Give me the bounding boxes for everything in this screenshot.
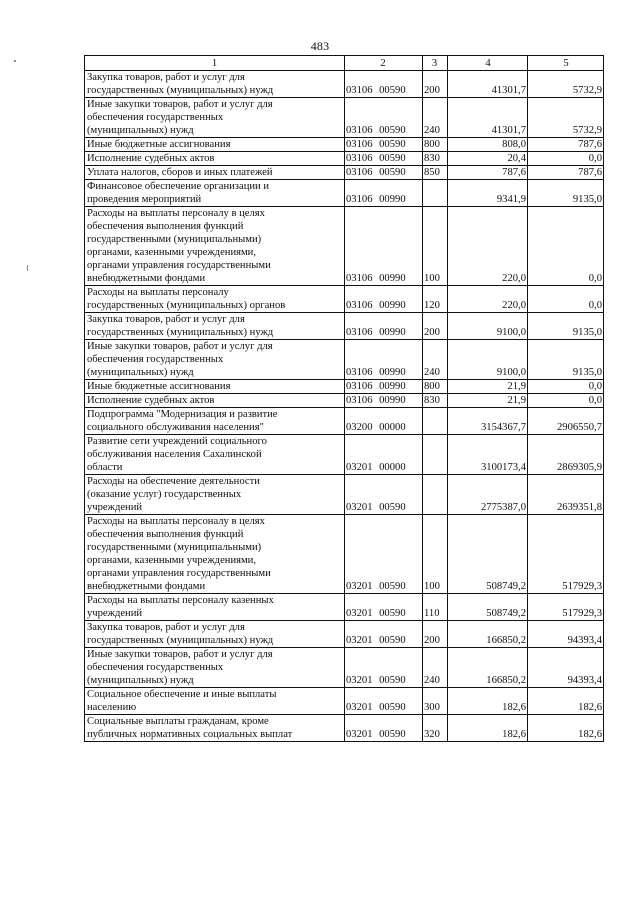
row-amount-col4-cell: 508749,2 — [448, 594, 528, 621]
row-amount-col4-cell: 220,0 — [448, 286, 528, 313]
row-amount-col5-cell: 0,0 — [528, 207, 604, 286]
row-expense-type-cell: 240 — [423, 340, 448, 380]
row-amount-col5-cell: 2906550,7 — [528, 408, 604, 435]
row-amount-col5-cell: 9135,0 — [528, 180, 604, 207]
row-expense-type-cell: 120 — [423, 286, 448, 313]
row-amount-col5-cell: 9135,0 — [528, 313, 604, 340]
row-name-cell: Социальные выплаты гражданам, кроме публичных нормативных социальных выплат — [85, 715, 345, 742]
row-name-cell: Иные закупки товаров, работ и услуг для обеспечения государственных (муниципальных) нужд — [85, 648, 345, 688]
row-amount-col5-cell: 9135,0 — [528, 340, 604, 380]
row-expense-type-cell: 200 — [423, 621, 448, 648]
row-amount-col4-cell: 808,0 — [448, 138, 528, 152]
row-amount-col4-cell: 9100,0 — [448, 313, 528, 340]
table-row — [85, 138, 604, 152]
row-amount-col5-cell: 0,0 — [528, 380, 604, 394]
row-amount-col4-cell: 220,0 — [448, 207, 528, 286]
row-name-cell: Иные закупки товаров, работ и услуг для обеспечения государственных (муниципальных) нужд — [85, 98, 345, 138]
row-amount-col4-cell: 9100,0 — [448, 340, 528, 380]
row-amount-col4-cell: 166850,2 — [448, 648, 528, 688]
table-row — [85, 71, 604, 98]
table-header-row — [85, 56, 604, 71]
row-code-cell: 03201 00590 — [345, 715, 423, 742]
row-expense-type-cell: 800 — [423, 138, 448, 152]
row-amount-col5-cell: 517929,3 — [528, 594, 604, 621]
row-name-cell: Закупка товаров, работ и услуг для государственных (муниципальных) нужд — [85, 621, 345, 648]
row-code-cell: 03201 00590 — [345, 621, 423, 648]
row-name-cell: Социальное обеспечение и иные выплаты населению — [85, 688, 345, 715]
row-code-cell: 03106 00590 — [345, 166, 423, 180]
scan-speck — [14, 60, 16, 62]
table-row — [85, 688, 604, 715]
row-expense-type-cell: 110 — [423, 594, 448, 621]
row-code-cell: 03201 00590 — [345, 515, 423, 594]
row-amount-col4-cell: 787,6 — [448, 166, 528, 180]
row-code-cell: 03106 00990 — [345, 313, 423, 340]
row-amount-col5-cell: 5732,9 — [528, 71, 604, 98]
row-amount-col4-cell: 2775387,0 — [448, 475, 528, 515]
table-row — [85, 207, 604, 286]
table-row — [85, 286, 604, 313]
row-name-cell: Закупка товаров, работ и услуг для государственных (муниципальных) нужд — [85, 71, 345, 98]
row-expense-type-cell — [423, 435, 448, 475]
row-amount-col5-cell: 94393,4 — [528, 621, 604, 648]
column-header-1: 1 — [85, 56, 345, 71]
table-row — [85, 313, 604, 340]
row-code-cell: 03106 00990 — [345, 207, 423, 286]
row-name-cell: Расходы на выплаты персоналу в целях обеспечения выполнения функций государственными (муниципальными) органами, казенными учреждениями, органами управления государственными внебюджетными фондами — [85, 207, 345, 286]
column-header-4: 4 — [448, 56, 528, 71]
column-header-2: 2 — [345, 56, 423, 71]
table-row — [85, 475, 604, 515]
row-amount-col5-cell: 2869305,9 — [528, 435, 604, 475]
row-name-cell: Исполнение судебных актов — [85, 394, 345, 408]
row-expense-type-cell — [423, 180, 448, 207]
row-expense-type-cell — [423, 475, 448, 515]
row-code-cell: 03201 00590 — [345, 648, 423, 688]
table-row — [85, 594, 604, 621]
row-code-cell: 03106 00590 — [345, 98, 423, 138]
row-code-cell: 03106 00990 — [345, 380, 423, 394]
row-name-cell: Расходы на выплаты персоналу в целях обеспечения выполнения функций государственными (муниципальными) органами, казенными учреждениями, органами управления государственными внебюджетными фондами — [85, 515, 345, 594]
table-row — [85, 715, 604, 742]
row-expense-type-cell: 200 — [423, 71, 448, 98]
row-code-cell: 03200 00000 — [345, 408, 423, 435]
row-code-cell: 03201 00590 — [345, 594, 423, 621]
row-code-cell: 03106 00990 — [345, 286, 423, 313]
row-name-cell: Подпрограмма "Модернизация и развитие социального обслуживания населения" — [85, 408, 345, 435]
row-name-cell: Финансовое обеспечение организации и проведения мероприятий — [85, 180, 345, 207]
row-amount-col5-cell: 5732,9 — [528, 98, 604, 138]
row-amount-col5-cell: 517929,3 — [528, 515, 604, 594]
row-amount-col5-cell: 182,6 — [528, 688, 604, 715]
column-header-5: 5 — [528, 56, 604, 71]
row-expense-type-cell: 100 — [423, 515, 448, 594]
table-row — [85, 435, 604, 475]
row-code-cell: 03106 00590 — [345, 71, 423, 98]
row-name-cell: Иные бюджетные ассигнования — [85, 380, 345, 394]
row-amount-col4-cell: 9341,9 — [448, 180, 528, 207]
row-code-cell: 03106 00990 — [345, 394, 423, 408]
row-name-cell: Развитие сети учреждений социального обслуживания населения Сахалинской области — [85, 435, 345, 475]
table-row — [85, 515, 604, 594]
row-amount-col4-cell: 21,9 — [448, 394, 528, 408]
row-amount-col4-cell: 166850,2 — [448, 621, 528, 648]
row-amount-col4-cell: 20,4 — [448, 152, 528, 166]
row-amount-col5-cell: 787,6 — [528, 166, 604, 180]
table-row — [85, 180, 604, 207]
row-name-cell: Расходы на выплаты персоналу государственных (муниципальных) органов — [85, 286, 345, 313]
table-row — [85, 408, 604, 435]
row-code-cell: 03106 00590 — [345, 152, 423, 166]
page-number: 483 — [310, 39, 330, 53]
row-expense-type-cell: 200 — [423, 313, 448, 340]
row-name-cell: Расходы на выплаты персоналу казенных учреждений — [85, 594, 345, 621]
row-expense-type-cell — [423, 408, 448, 435]
table-body — [85, 56, 604, 742]
row-amount-col4-cell: 508749,2 — [448, 515, 528, 594]
scan-speck — [27, 265, 28, 271]
row-amount-col5-cell: 182,6 — [528, 715, 604, 742]
row-expense-type-cell: 100 — [423, 207, 448, 286]
row-amount-col5-cell: 0,0 — [528, 394, 604, 408]
table-row — [85, 621, 604, 648]
table-row — [85, 394, 604, 408]
row-amount-col4-cell: 3100173,4 — [448, 435, 528, 475]
table-row — [85, 380, 604, 394]
row-expense-type-cell: 830 — [423, 394, 448, 408]
row-name-cell: Иные бюджетные ассигнования — [85, 138, 345, 152]
row-code-cell: 03106 00590 — [345, 138, 423, 152]
row-name-cell: Закупка товаров, работ и услуг для государственных (муниципальных) нужд — [85, 313, 345, 340]
table-row — [85, 340, 604, 380]
row-name-cell: Уплата налогов, сборов и иных платежей — [85, 166, 345, 180]
row-expense-type-cell: 240 — [423, 648, 448, 688]
row-name-cell: Исполнение судебных актов — [85, 152, 345, 166]
row-code-cell: 03201 00590 — [345, 688, 423, 715]
row-name-cell: Иные закупки товаров, работ и услуг для обеспечения государственных (муниципальных) нужд — [85, 340, 345, 380]
row-amount-col4-cell: 3154367,7 — [448, 408, 528, 435]
row-expense-type-cell: 320 — [423, 715, 448, 742]
table-row — [85, 152, 604, 166]
row-code-cell: 03106 00990 — [345, 180, 423, 207]
table-row — [85, 98, 604, 138]
row-amount-col5-cell: 787,6 — [528, 138, 604, 152]
row-expense-type-cell: 830 — [423, 152, 448, 166]
row-amount-col4-cell: 21,9 — [448, 380, 528, 394]
row-amount-col5-cell: 94393,4 — [528, 648, 604, 688]
row-amount-col4-cell: 182,6 — [448, 688, 528, 715]
row-amount-col5-cell: 2639351,8 — [528, 475, 604, 515]
row-expense-type-cell: 300 — [423, 688, 448, 715]
row-amount-col4-cell: 41301,7 — [448, 98, 528, 138]
column-header-3: 3 — [423, 56, 448, 71]
row-amount-col4-cell: 41301,7 — [448, 71, 528, 98]
row-code-cell: 03201 00590 — [345, 475, 423, 515]
table-row — [85, 166, 604, 180]
row-code-cell: 03201 00000 — [345, 435, 423, 475]
row-amount-col5-cell: 0,0 — [528, 286, 604, 313]
row-amount-col4-cell: 182,6 — [448, 715, 528, 742]
table-row — [85, 648, 604, 688]
row-name-cell: Расходы на обеспечение деятельности (оказание услуг) государственных учреждений — [85, 475, 345, 515]
budget-table — [84, 55, 604, 742]
row-expense-type-cell: 240 — [423, 98, 448, 138]
row-code-cell: 03106 00990 — [345, 340, 423, 380]
row-expense-type-cell: 850 — [423, 166, 448, 180]
row-amount-col5-cell: 0,0 — [528, 152, 604, 166]
row-expense-type-cell: 800 — [423, 380, 448, 394]
